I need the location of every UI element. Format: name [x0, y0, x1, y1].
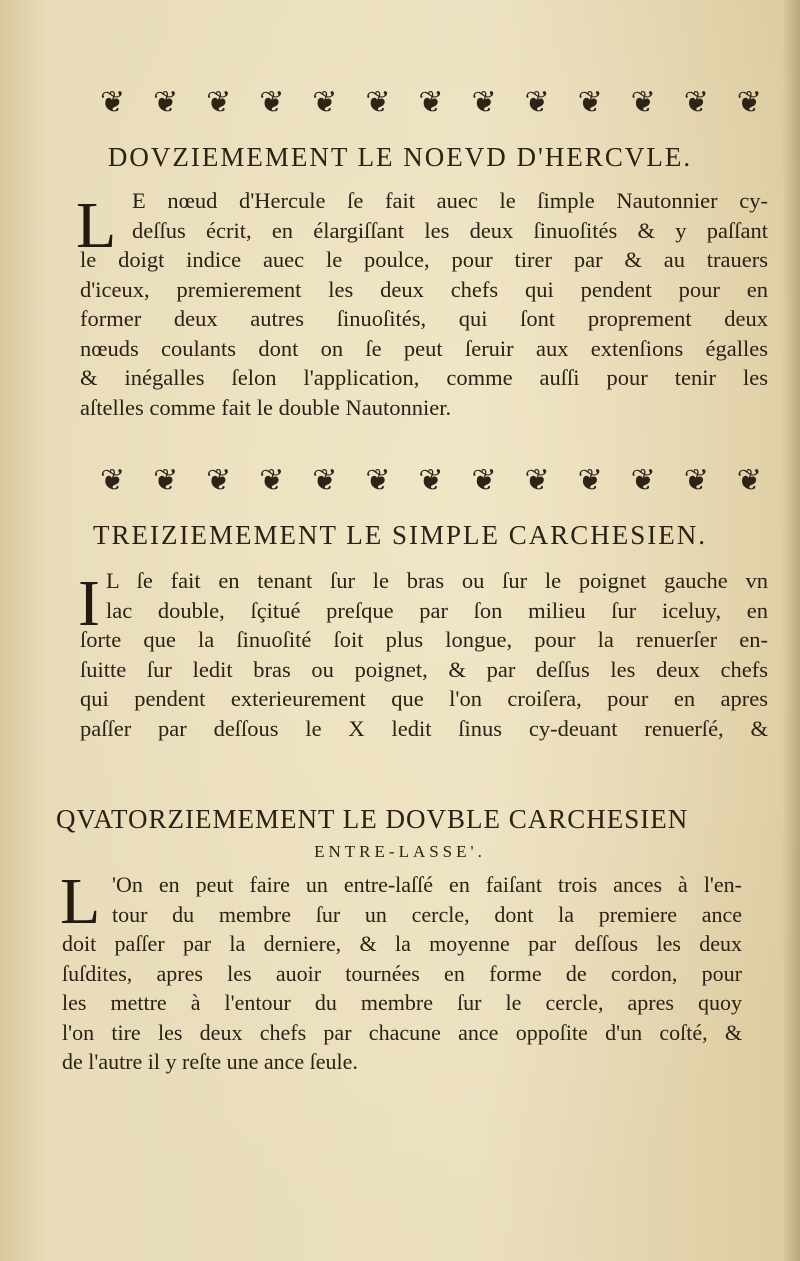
section-2-paragraph — [80, 566, 768, 743]
text-line: les mettre à l'entour du membre ſur le cercle, apres quoy — [62, 990, 742, 1015]
text-line: l'on tire les deux chefs par chacune ance oppoſite d'un coſté, & — [62, 1019, 742, 1045]
fleuron-icon: ❦ — [418, 84, 442, 120]
fleuron-icon: ❦ — [471, 84, 495, 120]
fleuron-icon: ❦ — [259, 84, 283, 120]
text-line: de l'autre il y reſte une ance ſeule. — [62, 1049, 358, 1074]
text-line: 'On en peut faire un entre-laſſé en faiſant trois ances à l'en- — [112, 872, 742, 897]
page-edge-shadow — [782, 0, 800, 1261]
fleuron-icon: ❦ — [524, 462, 548, 498]
text-line: lac double, ſçitué preſque par ſon milieu ſur iceluy, en — [106, 597, 768, 623]
text-line: aſtelles comme fait le double Nautonnier. — [80, 394, 452, 420]
fleuron-icon: ❦ — [312, 84, 336, 120]
text-line: ſorte que la ſinuoſité ſoit plus longue, pour la renuerſer en- — [80, 627, 768, 652]
fleuron-icon: ❦ — [100, 462, 124, 498]
text-line: nœuds coulants dont on ſe peut ſeruir aux extenſions égalles — [80, 335, 768, 361]
fleuron-icon: ❦ — [418, 462, 442, 498]
fleuron-icon: ❦ — [736, 462, 760, 498]
section-3-paragraph — [60, 865, 742, 1077]
text-line: deſſus écrit, en élargiſſant les deux ſinuoſités & y paſſant — [132, 217, 768, 243]
fleuron-icon: ❦ — [259, 462, 283, 498]
section-3-subheading: ENTRE-LASSE'. — [314, 842, 486, 861]
fleuron-icon: ❦ — [683, 462, 707, 498]
text-line: doit paſſer par la derniere, & la moyenne par deſſous les deux — [62, 931, 742, 956]
text-line: former deux autres ſinuoſités, qui ſont proprement deux — [80, 306, 768, 331]
fleuron-icon: ❦ — [365, 462, 389, 498]
fleuron-icon: ❦ — [524, 84, 548, 120]
text-line: qui pendent exterieurement que l'on croiſera, pour en apres — [80, 686, 768, 711]
fleuron-icon: ❦ — [312, 462, 336, 498]
section-3-dropcap: L — [60, 865, 101, 938]
section-1-paragraph — [80, 186, 768, 422]
fleuron-icon: ❦ — [630, 462, 654, 498]
fleuron-icon: ❦ — [153, 84, 177, 120]
section-3-heading: QVATORZIEMEMENT LE DOVBLE CARCHESIEN — [56, 804, 689, 834]
text-line: paſſer par deſſous le X ledit ſinus cy-deuant renuerſé, & — [80, 715, 768, 741]
text-line: d'iceux, premierement les deux chefs qui pendent pour en — [80, 276, 768, 302]
fleuron-icon: ❦ — [206, 84, 230, 120]
fleuron-icon: ❦ — [153, 462, 177, 498]
fleuron-icon: ❦ — [577, 462, 601, 498]
text-line: L ſe fait en tenant ſur le bras ou ſur le poignet gauche vn — [106, 568, 768, 593]
text-line: E nœud d'Hercule ſe fait auec le ſimple Nautonnier cy- — [132, 188, 768, 213]
section-2-heading: TREIZIEMEMENT LE SIMPLE CARCHESIEN. — [93, 520, 707, 550]
fleuron-icon: ❦ — [365, 84, 389, 120]
section-1-heading: DOVZIEMEMENT LE NOEVD D'HERCVLE. — [107, 142, 693, 172]
fleuron-icon: ❦ — [577, 84, 601, 120]
fleuron-icon: ❦ — [471, 462, 495, 498]
fleuron-icon: ❦ — [683, 84, 707, 120]
section-2-dropcap: I — [78, 567, 100, 640]
text-line: & inégalles ſelon l'application, comme auſſi pour tenir les — [80, 365, 768, 390]
section-1-dropcap: L — [76, 189, 117, 262]
fleuron-icon: ❦ — [100, 84, 124, 120]
text-line: ſuitte ſur ledit bras ou poignet, & par deſſus les deux chefs — [80, 656, 768, 682]
fleuron-icon: ❦ — [206, 462, 230, 498]
text-line: tour du membre ſur un cercle, dont la premiere ance — [112, 901, 742, 927]
middle-ornament-band — [100, 462, 760, 498]
top-ornament-band — [100, 84, 760, 120]
text-line: le doigt indice auec le poulce, pour tirer par & au trauers — [80, 247, 768, 272]
fleuron-icon: ❦ — [736, 84, 760, 120]
text-line: ſuſdites, apres les auoir tournées en forme de cordon, pour — [62, 960, 742, 986]
fleuron-icon: ❦ — [630, 84, 654, 120]
